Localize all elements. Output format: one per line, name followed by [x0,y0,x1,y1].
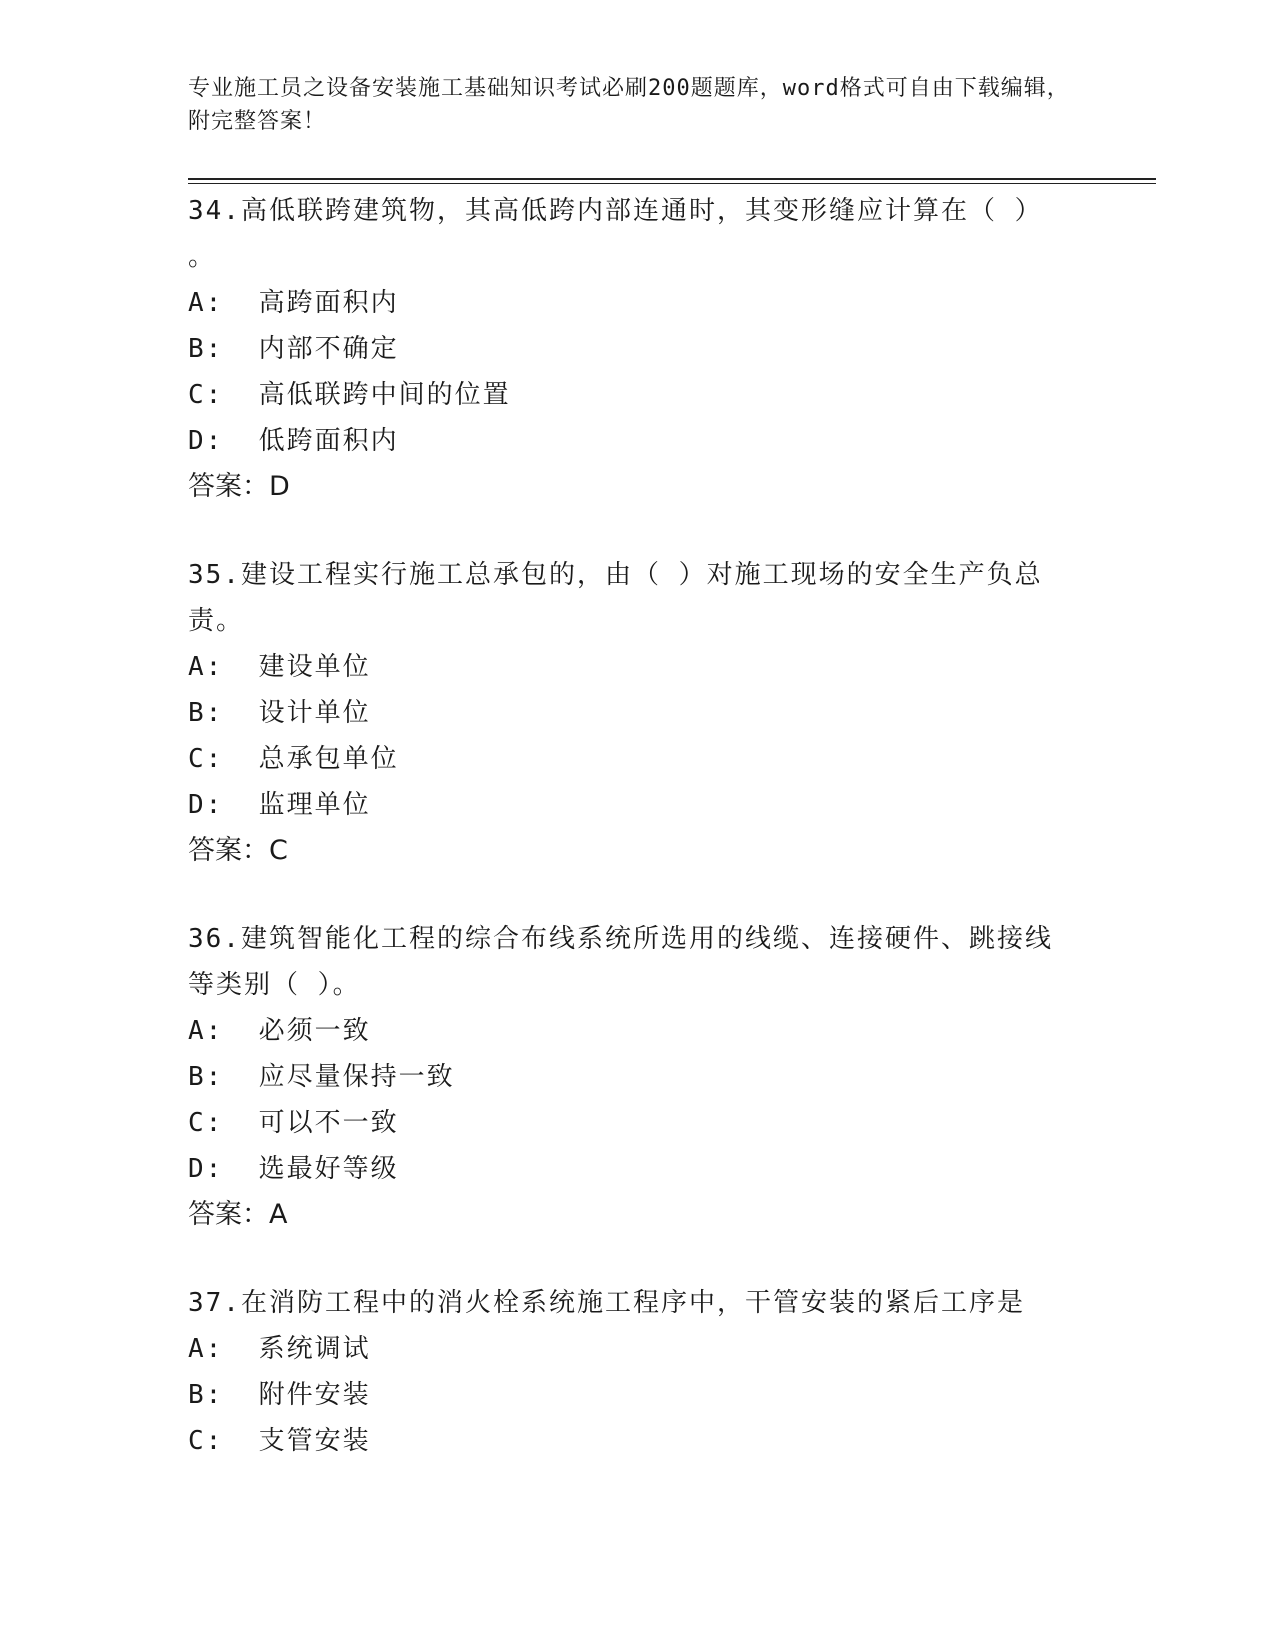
option-text: 高跨面积内 [258,288,399,318]
question-list [188,188,1088,1464]
option-b [188,326,1088,372]
answer: 答案：D [188,471,290,502]
option-b [188,1054,1088,1100]
option-text: 可以不一致 [258,1108,399,1138]
option-a [188,280,1088,326]
option-label: B: [188,698,224,728]
option-label: A: [188,1016,224,1046]
option-d [188,418,1088,464]
option-text: 总承包单位 [258,744,399,774]
question-34 [188,188,1088,510]
option-c [188,1100,1088,1146]
option-text: 附件安装 [258,1380,371,1410]
option-text: 设计单位 [258,698,371,728]
option-label: A: [188,652,224,682]
option-text: 监理单位 [258,790,371,820]
option-text: 系统调试 [258,1334,371,1364]
question-stem: 34.高低联跨建筑物，其高低跨内部连通时，其变形缝应计算在（ ） [188,196,1043,226]
option-label: A: [188,288,224,318]
option-a [188,644,1088,690]
option-label: B: [188,334,224,364]
option-b [188,1372,1088,1418]
option-label: D: [188,1154,224,1184]
question-stem: 36.建筑智能化工程的综合布线系统所选用的线缆、连接硬件、跳接线 [188,924,1053,954]
question-stem-continuation: 责。 [188,606,245,636]
option-label: A: [188,1334,224,1364]
option-text: 选最好等级 [258,1154,399,1184]
option-label: C: [188,1108,224,1138]
question-stem: 37.在消防工程中的消火栓系统施工程序中，干管安装的紧后工序是 [188,1288,1025,1318]
option-b [188,690,1088,736]
question-stem-continuation: 等类别（ ）。 [188,970,361,1000]
question-stem: 35.建设工程实行施工总承包的，由（ ）对施工现场的安全生产负总 [188,560,1043,590]
option-label: C: [188,380,224,410]
question-35 [188,552,1088,874]
option-text: 建设单位 [258,652,371,682]
option-text: 高低联跨中间的位置 [258,380,511,410]
document-header: 专业施工员之设备安装施工基础知识考试必刷200题题库，word格式可自由下载编辑，附完整答案！ [188,76,1070,134]
option-d [188,782,1088,828]
option-d [188,1146,1088,1192]
option-a [188,1008,1088,1054]
question-36 [188,916,1088,1238]
answer: 答案：C [188,835,288,866]
option-label: C: [188,744,224,774]
option-c [188,372,1088,418]
answer: 答案：A [188,1199,288,1230]
option-label: C: [188,1426,224,1456]
question-37 [188,1280,1088,1464]
option-label: D: [188,790,224,820]
option-label: B: [188,1062,224,1092]
option-text: 低跨面积内 [258,426,399,456]
question-stem-continuation: 。 [188,242,217,272]
option-text: 必须一致 [258,1016,371,1046]
option-label: D: [188,426,224,456]
option-c [188,1418,1088,1464]
option-label: B: [188,1380,224,1410]
option-text: 应尽量保持一致 [258,1062,455,1092]
option-c [188,736,1088,782]
option-a [188,1326,1088,1372]
header-rule-thin [188,183,1156,184]
option-text: 支管安装 [258,1426,371,1456]
header-rule-thick [188,178,1156,180]
option-text: 内部不确定 [258,334,399,364]
